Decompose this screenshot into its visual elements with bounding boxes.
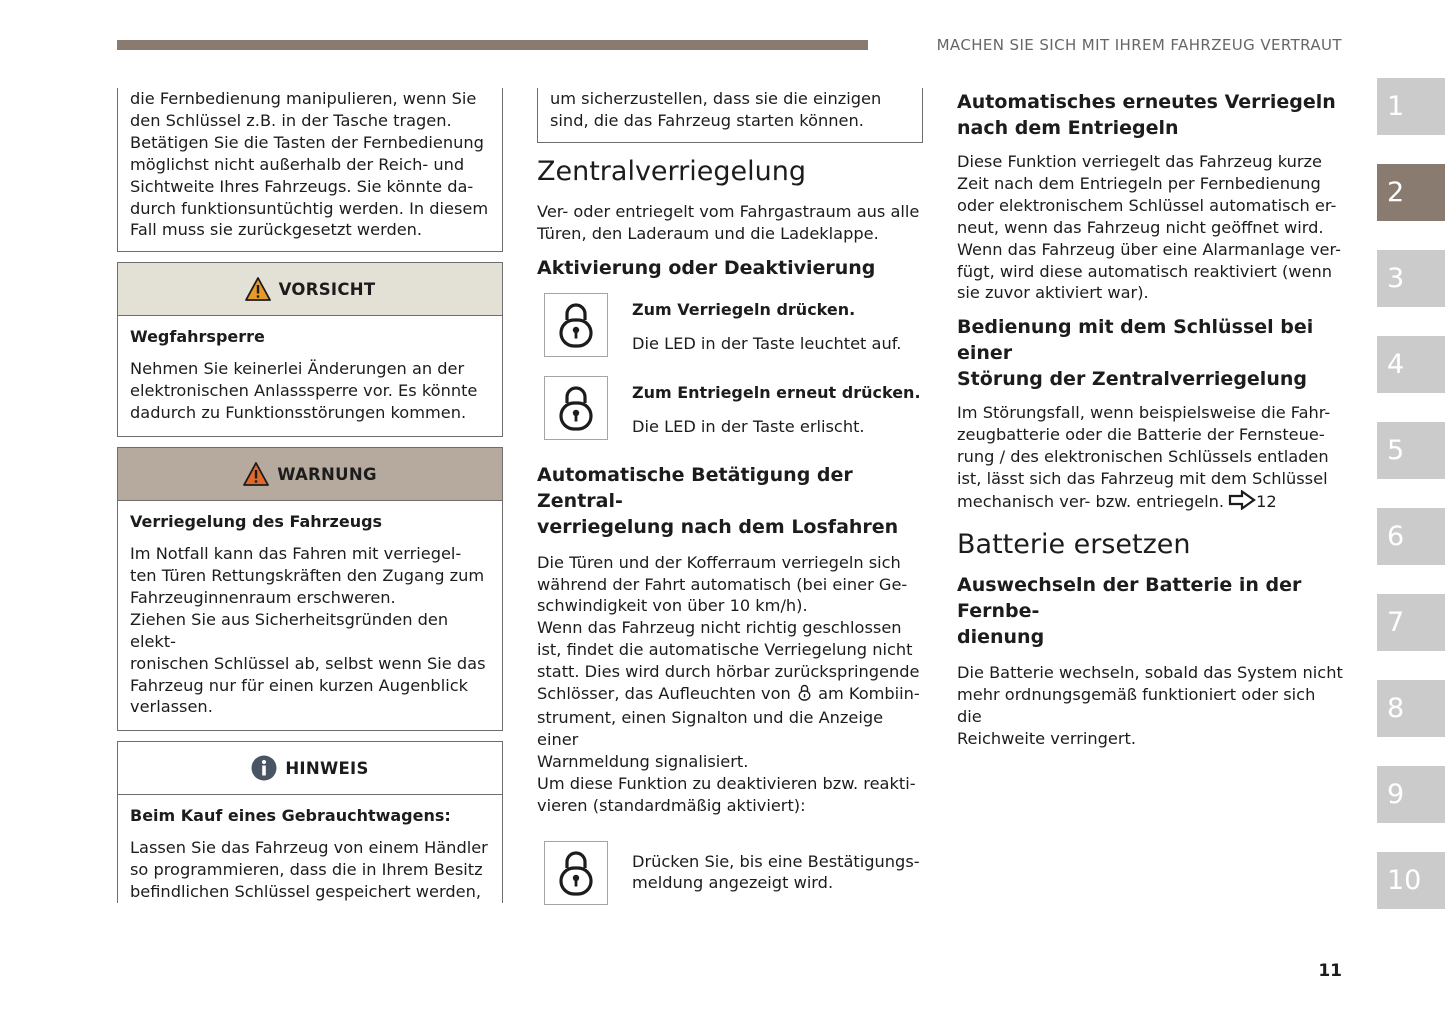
lock-action-title: Zum Verriegeln drücken. [632, 299, 856, 319]
relock-text: Diese Funktion verriegelt das Fahrzeug kurze Zeit nach dem Entriegeln per Fernbedienung oder elektronischem Schlüssel automatisch er- neut, wenn das Fahrzeug nicht geöffnet wird. Wenn das Fahrzeug über eine Alarmanlage ver- fügt, wird diese automatisch reaktiviert (wenn sie zuvor aktiviert war). [957, 152, 1341, 303]
hint-continuation-box-2 [537, 88, 923, 143]
hint-continuation-text-2: um sicherzustellen, dass sie die einzigen sind, die das Fahrzeug starten können. [550, 89, 882, 130]
column-3 [957, 88, 1343, 750]
central-locking-intro: Ver- oder entriegelt vom Fahrgastraum aus alle Türen, den Laderaum und die Ladeklappe. [537, 201, 920, 243]
hint-text: Lassen Sie das Fahrzeug von einem Händler so programmieren, dass die in Ihrem Besitz befindlichen Schlüssel gespeichert werden, [130, 838, 488, 902]
lock-button-icon [544, 376, 608, 440]
caution-text: Nehmen Sie keinerlei Änderungen an der elektronischen Anlasssperre vor. Es könnte dadurch zu Funktionsstörungen kommen. [130, 359, 478, 423]
unlock-action-text: Die LED in der Taste erlischt. [632, 416, 865, 436]
lock-button-icon [544, 293, 608, 357]
caution-box [117, 262, 503, 437]
header-bar [117, 40, 868, 50]
chapter-tab-1[interactable]: 1 [1377, 78, 1445, 135]
auto-locking-text-part-2: am Kombiin- strument, einen Signalton und die Anzeige einer Warnmeldung signalisiert. Um diese Funktion zu deaktivieren bzw. reakti- vieren (standardmäßig aktiviert): [537, 684, 920, 815]
warning-title: Verriegelung des Fahrzeugs [130, 512, 383, 532]
relock-title: Automatisches erneutes Verriegeln nach dem Entriegeln [957, 91, 1336, 139]
chapter-tab-6[interactable]: 6 [1377, 508, 1445, 565]
key-operation-title: Bedienung mit dem Schlüssel bei einer Störung der Zentralverriegelung [957, 316, 1314, 391]
warning-text: Im Notfall kann das Fahren mit verriegel- ten Türen Rettungskräften den Zugang zum Fahrzeuginnenraum erschweren. Ziehen Sie aus Sicherheitsgründen den elekt- ronischen Schlüssel ab, selbst wenn Sie das Fahrzeug nur für einen kurzen Augenblick verlassen. [130, 544, 486, 717]
page-reference-link[interactable]: 12 [1256, 491, 1277, 511]
caution-title: Wegfahrsperre [130, 327, 265, 347]
small-lock-icon [798, 684, 811, 707]
page-number: 11 [1318, 961, 1342, 981]
lock-button-icon [544, 841, 608, 905]
hint-title: Beim Kauf eines Gebrauchtwagens: [130, 806, 451, 826]
column-1 [117, 88, 503, 903]
chapter-tab-8[interactable]: 8 [1377, 680, 1445, 737]
chapter-tab-9[interactable]: 9 [1377, 766, 1445, 823]
chapter-tab-2[interactable]: 2 [1377, 164, 1445, 221]
hint-box [117, 741, 503, 903]
section-title-central-locking: Zentralverriegelung [537, 155, 806, 187]
unlock-action-row [537, 376, 923, 440]
key-operation-text-body: Im Störungsfall, wenn beispielsweise die Fahr- zeugbatterie oder die Batterie der Fernsteue- rung / des elektronischen Schlüssels entladen ist, lässt sich das Fahrzeug mit dem Schlüssel mechanisch ver- bzw. entriegeln. [957, 403, 1331, 511]
chapter-tab-7[interactable]: 7 [1377, 594, 1445, 651]
caution-label: VORSICHT [278, 279, 376, 299]
arrow-right-icon [1228, 490, 1256, 516]
chapter-title: MACHEN SIE SICH MIT IHREM FAHRZEUG VERTRAUT [936, 36, 1342, 54]
lock-action-text: Die LED in der Taste leuchtet auf. [632, 333, 902, 353]
chapter-tab-4[interactable]: 4 [1377, 336, 1445, 393]
chapter-tab-3[interactable]: 3 [1377, 250, 1445, 307]
auto-locking-text-part-1: Die Türen und der Kofferraum verriegeln sich während der Fahrt automatisch (bei einer Ge- schwindigkeit von über 10 km/h). Wenn das Fahrzeug nicht richtig geschlossen ist, findet die automatische Verriegelung nicht statt. Dies wird durch hörbar zurückspringende Schlösser, das Aufleuchten von [537, 552, 920, 704]
hint-header [118, 742, 502, 795]
info-icon [251, 755, 277, 781]
chapter-tab-10[interactable]: 10 [1377, 852, 1445, 909]
battery-text: Die Batterie wechseln, sobald das System nicht mehr ordnungsgemäß funktioniert oder sich die Reichweite verringert. [957, 662, 1343, 748]
hint-continuation-box [117, 88, 503, 252]
column-2 [537, 88, 923, 905]
auto-locking-title: Automatische Betätigung der Zentral- verriegelung nach dem Losfahren [537, 463, 899, 538]
chapter-tabs [1377, 78, 1445, 938]
lock-action-row [537, 293, 923, 357]
caution-header [118, 263, 502, 316]
warning-box [117, 447, 503, 731]
section-title-battery: Batterie ersetzen [957, 528, 1191, 560]
warning-label: WARNUNG [277, 464, 377, 484]
chapter-tab-5[interactable]: 5 [1377, 422, 1445, 479]
battery-title: Auswechseln der Batterie in der Fernbe- dienung [957, 573, 1302, 648]
warning-triangle-icon [243, 462, 269, 486]
press-action-row [537, 841, 923, 905]
key-operation-text [957, 402, 1343, 516]
press-action-text: Drücken Sie, bis eine Bestätigungs- meldung angezeigt wird. [632, 851, 920, 893]
activation-title: Aktivierung oder Deaktivierung [537, 256, 876, 279]
hint-continuation-text: die Fernbedienung manipulieren, wenn Sie den Schlüssel z.B. in der Tasche tragen. Betätigen Sie die Tasten der Fernbedienung möglichst nicht außerhalb der Reich- und Sichtweite Ihres Fahrzeugs. Sie könnte da- durch funktionsuntüchtig werden. In diesem Fall muss sie zurückgesetzt werden. [130, 89, 489, 240]
hint-label: HINWEIS [285, 758, 369, 778]
warning-header [118, 448, 502, 501]
auto-locking-text [537, 552, 923, 817]
unlock-action-title: Zum Entriegeln erneut drücken. [632, 382, 921, 402]
warning-triangle-icon [245, 277, 271, 301]
